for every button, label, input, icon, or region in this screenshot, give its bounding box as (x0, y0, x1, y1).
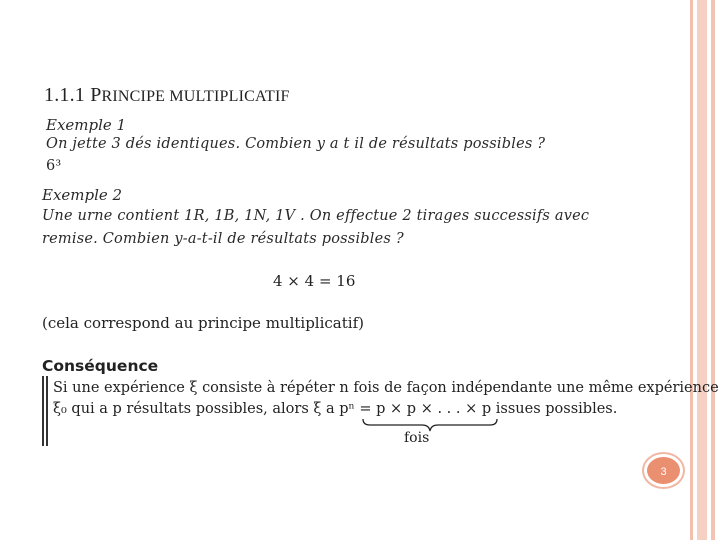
brace-label: fois (404, 430, 430, 446)
example1-answer: 6³ (46, 158, 62, 174)
decorative-border-strip (711, 0, 715, 540)
example2-formula: 4 × 4 = 16 (273, 272, 356, 290)
section-title-rest: RINCIPE MULTIPLICATIF (101, 88, 290, 105)
decorative-border-strip (697, 0, 707, 540)
example2-line2: remise. Combien y-a-t-il de résultats possibles ? (42, 231, 404, 247)
consequence-title: Conséquence (42, 357, 159, 375)
consequence-left-bar (46, 376, 48, 446)
section-number: 1.1.1 (44, 84, 91, 106)
consequence-line1: Si une expérience ξ consiste à répéter n fois de façon indépendante une même expérience (53, 380, 719, 396)
page-number: 3 (660, 466, 667, 478)
page-number-badge-fill (647, 457, 680, 484)
section-heading (44, 84, 290, 107)
example1-question: On jette 3 dés identiques. Combien y a t il de résultats possibles ? (46, 136, 546, 152)
consequence-line2: ξ₀ qui a p résultats possibles, alors ξ a pⁿ = p × p × . . . × p issues possibles. (53, 401, 618, 417)
example2-title: Exemple 2 (42, 186, 123, 204)
decorative-border-strip (690, 0, 693, 540)
underbrace-icon (362, 418, 498, 432)
example2-note: (cela correspond au principe multiplicatif) (42, 314, 364, 332)
section-title-initial: P (90, 84, 102, 106)
example2-line1: Une urne contient 1R, 1B, 1N, 1V . On effectue 2 tirages successifs avec (42, 208, 590, 224)
consequence-left-bar (42, 376, 44, 446)
example1-title: Exemple 1 (46, 116, 127, 134)
page-number-badge (642, 452, 685, 489)
